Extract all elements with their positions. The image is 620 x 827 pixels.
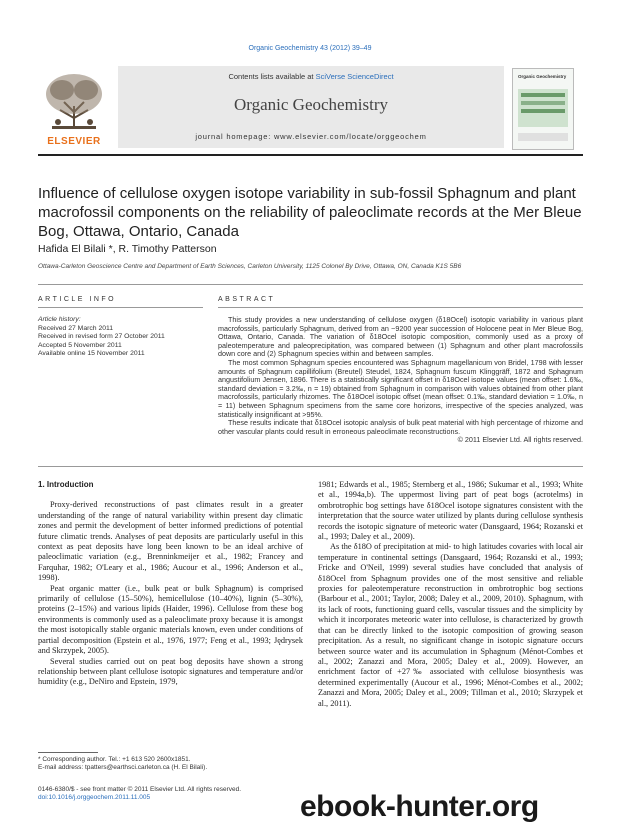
header-divider	[38, 154, 583, 156]
history-label: Article history:	[38, 316, 81, 323]
abstract-paragraph: The most common Sphagnum species encountered was Sphagnum magellanicum von Bridel, 1798 with lesser amounts of Sphagnum capillifolium (Breutel) Steudel, 1824, Sphagnum fuscum Klinggräff, 1872 and Sphagnum angustifolium Jensen, 1896. There is a statistically significant offset in δ18Ocel isotope values (mean offset: 1.6‰, standard deviation = 3.2‰, n = 19) obtained from Sphagnum in comparison with values obtained from other plant macrofossils, particularly rhizomes. The δ18Ocel isotopic offset (mean offset: 0.1‰, standard deviation = 1.0‰, n = 11) between Sphagnum specimens from the same core horizons, irrespective of the species analyzed, was statistically insignificant at >95%.	[218, 357, 583, 419]
front-matter-line: 0146-6380/$ - see front matter © 2011 Elsevier Ltd. All rights reserved.	[38, 786, 242, 793]
front-matter	[38, 786, 303, 802]
section-heading: 1. Introduction	[38, 480, 94, 489]
body-paragraph: As the δ18O of precipitation at mid- to high latitudes covaries with local air temperature in continental settings (Dansgaard, 1964; Rozanski et al., 1993; Fricke and O'Neil, 1999) several studies have concluded that analysis of δ18Ocel from Sphagnum provides one of the most sensitive and reliable proxies for paleotemperature reconstruction in ombrotrophic bog sections (Barbour et al., 2001; Taylor, 2008; Daley et al., 2009, 2010). Sphagnum, with its lack of roots, functioning guard cells, vascular tissues and the simplicity by which it incorporates meteoric water into cellulose, is characterized by growth that can be directly linked to the isotopic composition of growing season precipitation. As a result, no significant change in isotopic signature occurs between source water and its accumulation in Sphagnum (Ménot-Combes et al., 2002; Zanazzi and Mora, 2005; Daley et al., 2009). However, an enrichment factor of +27‰ associated with cellulose biosynthesis was determined experimentally (Aucour et al., 1996; Ménot-Combes et al., 2002; Zanazzi and Mora, 2005; Daley et al., 2009; Tillman et al., 2010; Skrzypek et al., 2011).	[318, 542, 583, 708]
body-paragraph: Several studies carried out on peat bog deposits have shown a strong relationship between plant cellulose isotopic signatures and temperature and/or humidity (e.g., DeNiro and Epstein, 1979,	[38, 656, 303, 687]
history-received: Received 27 March 2011	[38, 324, 114, 332]
watermark: ebook-hunter.org	[300, 790, 539, 823]
journal-homepage	[118, 132, 504, 141]
homepage-link[interactable]: www.elsevier.com/locate/orggeochem	[273, 132, 427, 141]
body-paragraph: Proxy-derived reconstructions of past climates result in a greater understanding of the range of natural variability within present day climatic zones and permit the development of better informed predictions of potential future climatic trends. Analyses of peat deposits are particularly useful in this context as peat deposits have long been known to be an ideal archive of paleoclimatic variation (e.g., Brenninkmeijer et al., 1982; Francey and Farquhar, 1982; O'Leary et al., 1986; Aucour et al., 1996; Anderson et al., 1998).	[38, 500, 303, 583]
article-history	[38, 316, 203, 359]
doi-link[interactable]: doi:10.1016/j.orggeochem.2011.11.005	[38, 794, 151, 801]
contents-prefix: Contents lists available at	[228, 72, 316, 81]
divider	[38, 307, 203, 308]
journal-cover-thumbnail	[512, 68, 574, 150]
abstract-paragraph: These results indicate that δ18Ocel isotopic analysis of bulk peat material with high percentage of rhizome and other vascular plants could result in erroneous paleoclimate reconstructions.	[218, 418, 583, 436]
body-column-left	[38, 480, 303, 688]
footnote-divider	[38, 752, 98, 753]
article-title: Influence of cellulose oxygen isotope variability in sub-fossil Sphagnum and plant macrofossil components on the reliability of paleoclimate records at the Mer Bleue Bog, Ottawa, Ontario, Canada	[38, 185, 582, 240]
contents-line	[118, 72, 504, 81]
history-online: Available online 15 November 2011	[38, 350, 145, 358]
cover-art-icon	[513, 69, 573, 149]
history-accepted: Accepted 5 November 2011	[38, 341, 122, 349]
divider	[38, 466, 583, 467]
footnote	[38, 756, 303, 772]
body-column-right	[318, 480, 583, 709]
abstract-body	[218, 316, 583, 445]
body-paragraph: 1981; Edwards et al., 1985; Sternberg et al., 1986; Sukumar et al., 1993; White et al., 1994a,b). The uppermost living part of peat bogs (acrotelms) in ombrotrophic bog settings have δ18Ocel isotope signatures consistent with the interpretation that the source water utilized by plants during cellulose synthesis records the isotopic signature of meteoric water (Dansgaard, 1964; Rozanski et al., 1993; Daley et al., 2009).	[318, 480, 583, 542]
abstract-label: ABSTRACT	[218, 296, 276, 303]
homepage-prefix: journal homepage:	[195, 132, 274, 141]
author-affiliation: Ottawa-Carleton Geoscience Centre and Department of Earth Sciences, Carleton University, 1125 Colonel By Drive, Ottawa, ON, Canada K1S 5B6	[38, 263, 462, 270]
abstract-paragraph: This study provides a new understanding of cellulose oxygen (δ18Ocel) isotopic variability in various plant macrofossils, particularly Sphagnum, derived from an ~9200 year succession of Holocene peat in Mer Bleue Bog, Ottawa, Ontario, Canada. The variation of δ18Ocel isotopic composition, commonly used as a proxy of paleotemperature and paleoprecipitation, was compared between (1) Sphagnum and other plant macrofossils down core and (2) Sphagnum species within and between samples.	[218, 315, 583, 359]
elsevier-tree-logo	[38, 68, 110, 146]
history-revised: Received in revised form 27 October 2011	[38, 333, 165, 341]
sciencedirect-link[interactable]: SciVerse ScienceDirect	[315, 72, 394, 81]
corresponding-author-note: * Corresponding author. Tel.: +1 613 520 2600x1851.	[38, 756, 191, 763]
divider	[38, 284, 583, 285]
journal-title: Organic Geochemistry	[233, 95, 389, 114]
article-info-label: ARTICLE INFO	[38, 296, 117, 303]
abstract-copyright: © 2011 Elsevier Ltd. All rights reserved.	[457, 435, 583, 445]
journal-reference[interactable]: Organic Geochemistry 43 (2012) 39–49	[248, 45, 372, 52]
divider	[218, 307, 583, 308]
publisher-logo-text: ELSEVIER	[47, 136, 101, 147]
article-authors[interactable]: Hafida El Bilali *, R. Timothy Patterson	[38, 243, 217, 255]
body-paragraph: Peat organic matter (i.e., bulk peat or bulk Sphagnum) is comprised primarily of cellulose (15–50%), hemicellulose (10–40%), lignin (5–30%), proteins (2–15%) and various lipids (Haider, 1996). Cellulose from these bog environments is commonly used as a paleoclimate proxy because it is amongst the most isotopically stable organic materials known, even under conditions of partial decomposition (Epstein et al., 1976, 1977; Feng et al., 1993; Jędrysek and Skrzypek, 2005).	[38, 583, 303, 656]
author-email[interactable]: E-mail address: tpatters@earthsci.carleton.ca (H. El Bilali).	[38, 764, 208, 771]
cover-title: Organic Geochemistry	[518, 74, 567, 79]
